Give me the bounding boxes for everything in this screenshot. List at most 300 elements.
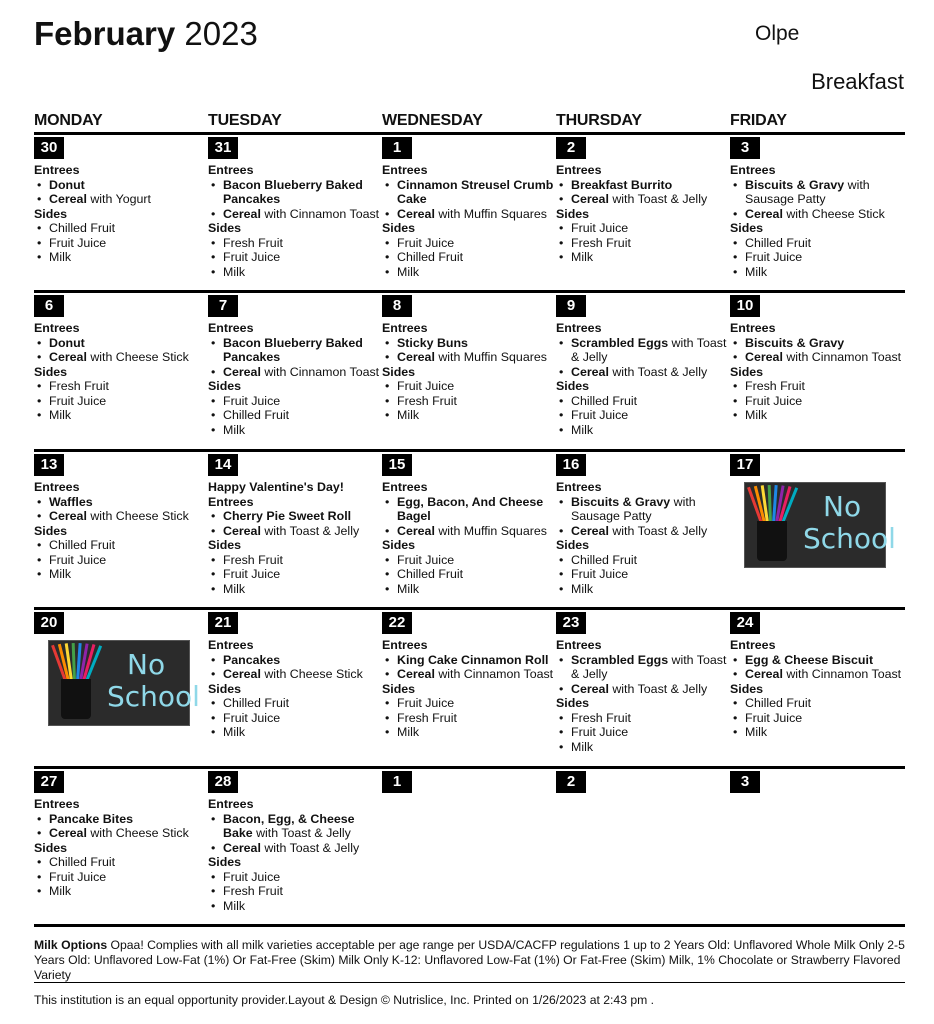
entree-item	[556, 365, 730, 380]
day-cell	[556, 135, 730, 265]
side-item: • Chilled Fruit	[556, 394, 730, 409]
entree-item	[34, 178, 208, 193]
entree-name: Cereal	[49, 350, 87, 364]
date-badge: 14	[208, 454, 238, 476]
school-name: Olpe	[755, 22, 800, 45]
day-cell	[34, 135, 208, 265]
side-item: • Fruit Juice	[730, 711, 904, 726]
date-badge: 24	[730, 612, 760, 634]
menu-content	[556, 163, 730, 265]
sides-heading: Sides	[208, 379, 242, 393]
entree-detail: with Toast & Jelly	[608, 364, 708, 379]
entree-detail: with Muffin Squares	[434, 206, 547, 221]
side-item: • Fresh Fruit	[208, 884, 382, 899]
entree-detail: with Cheese Stick	[86, 509, 189, 523]
day-cell	[382, 293, 556, 423]
entrees-heading: Entrees	[382, 480, 428, 494]
date-badge: 27	[34, 771, 64, 793]
entree-name: Cereal	[571, 681, 609, 696]
menu-content	[208, 321, 382, 437]
entree-name: Donut	[49, 177, 85, 192]
entree-item	[730, 178, 904, 207]
entrees-heading: Entrees	[34, 797, 80, 811]
entree-name: Biscuits & Gravy	[745, 335, 845, 350]
side-item: • Milk	[382, 725, 556, 740]
date-badge: 23	[556, 612, 586, 634]
sides-heading: Sides	[208, 855, 242, 869]
entree-name: Cereal	[571, 523, 609, 538]
side-item: • Chilled Fruit	[34, 855, 208, 870]
side-item: • Fruit Juice	[556, 567, 730, 582]
no-school-image	[48, 640, 200, 726]
weekday-wednesday: WEDNESDAY	[382, 112, 483, 129]
entrees-heading: Entrees	[208, 638, 254, 652]
side-item: • Chilled Fruit	[382, 567, 556, 582]
entree-name: Cereal	[397, 350, 435, 364]
bottom-divider	[34, 924, 905, 927]
sides-heading: Sides	[556, 206, 590, 221]
side-item: • Fruit Juice	[382, 553, 556, 568]
entree-name: Bacon Blueberry Baked Pancakes	[223, 335, 363, 364]
side-item: • Fruit Juice	[208, 870, 382, 885]
entree-detail: with Cheese Stick	[782, 206, 885, 221]
side-item: • Milk	[382, 582, 556, 597]
entree-name: Pancakes	[223, 652, 281, 667]
entree-item	[730, 667, 904, 682]
day-cell	[730, 610, 904, 740]
menu-content	[34, 321, 208, 423]
weekday-friday: FRIDAY	[730, 112, 787, 129]
no-school-word: School	[107, 680, 200, 713]
side-item: • Fruit Juice	[382, 236, 556, 251]
entree-name: Cereal	[397, 523, 435, 538]
date-badge: 2	[556, 771, 586, 793]
side-item: • Milk	[556, 582, 730, 597]
entree-name: King Cake Cinnamon Roll	[397, 652, 549, 667]
date-badge: 9	[556, 295, 586, 317]
entree-detail: with Toast & Jelly	[571, 652, 727, 681]
entree-item	[382, 350, 556, 365]
entree-detail: with Muffin Squares	[434, 523, 547, 538]
menu-content	[730, 163, 904, 279]
entree-item	[208, 667, 382, 682]
menu-content	[556, 638, 730, 754]
entree-item	[382, 495, 556, 524]
menu-content	[730, 638, 904, 740]
date-badge: 7	[208, 295, 238, 317]
entree-item	[34, 495, 208, 510]
side-item: • Fruit Juice	[556, 221, 730, 236]
entree-item	[382, 336, 556, 351]
side-item: • Milk	[556, 423, 730, 438]
sides-heading: Sides	[556, 696, 590, 710]
entree-detail: with Cinnamon Toast	[260, 364, 380, 379]
sides-heading: Sides	[556, 538, 590, 552]
entrees-heading: Entrees	[34, 163, 80, 177]
menu-content	[208, 480, 382, 596]
side-item: • Milk	[382, 265, 556, 280]
date-badge: 15	[382, 454, 412, 476]
entree-item	[208, 812, 382, 841]
date-badge: 2	[556, 137, 586, 159]
entree-item	[730, 336, 904, 351]
date-badge: 13	[34, 454, 64, 476]
side-item: • Milk	[208, 899, 382, 914]
side-item: • Fresh Fruit	[556, 236, 730, 251]
day-cell	[208, 610, 382, 740]
side-item: • Fresh Fruit	[556, 711, 730, 726]
entrees-heading: Entrees	[382, 321, 428, 335]
side-item: • Fresh Fruit	[382, 711, 556, 726]
entree-item	[208, 653, 382, 668]
sides-heading: Sides	[34, 523, 68, 538]
date-badge: 16	[556, 454, 586, 476]
sides-heading: Sides	[382, 364, 416, 379]
no-school-word: School	[803, 522, 896, 555]
side-item: • Fruit Juice	[34, 870, 208, 885]
entree-item	[730, 350, 904, 365]
entree-name: Egg, Bacon, And Cheese Bagel	[397, 494, 544, 523]
entree-name: Cereal	[223, 667, 261, 681]
entree-detail: with Cheese Stick	[260, 667, 363, 681]
entrees-heading: Entrees	[208, 797, 254, 811]
day-cell	[208, 293, 382, 437]
side-item: • Chilled Fruit	[34, 221, 208, 236]
entrees-heading: Entrees	[730, 163, 776, 177]
side-item: • Milk	[730, 408, 904, 423]
entree-name: Cereal	[397, 206, 435, 221]
entree-item	[382, 653, 556, 668]
date-badge: 8	[382, 295, 412, 317]
day-cell	[382, 135, 556, 279]
day-cell	[556, 293, 730, 437]
no-school-word: No	[127, 648, 166, 681]
entree-item	[208, 524, 382, 539]
date-badge: 1	[382, 771, 412, 793]
entree-detail: with Toast & Jelly	[252, 826, 351, 840]
side-item: • Fruit Juice	[382, 696, 556, 711]
entrees-heading: Entrees	[208, 163, 254, 177]
entree-detail: with Yogurt	[86, 192, 151, 206]
entree-item	[208, 207, 382, 222]
date-badge: 30	[34, 137, 64, 159]
entree-name: Bacon, Egg, & Cheese Bake	[223, 811, 355, 840]
side-item: • Milk	[208, 265, 382, 280]
day-cell	[556, 769, 730, 793]
entree-name: Cereal	[223, 840, 261, 855]
entree-name: Waffles	[49, 494, 93, 509]
side-item: • Milk	[34, 884, 208, 899]
menu-content	[208, 638, 382, 740]
day-cell	[730, 135, 904, 279]
day-cell	[34, 610, 208, 713]
sides-heading: Sides	[208, 681, 242, 696]
entree-item	[208, 841, 382, 856]
side-item: • Chilled Fruit	[730, 696, 904, 711]
entree-item	[556, 653, 730, 682]
date-badge: 10	[730, 295, 760, 317]
entree-detail: with Cheese Stick	[86, 350, 189, 364]
entree-detail: with Cinnamon Toast	[260, 206, 380, 221]
entree-detail: with Cinnamon Toast	[434, 667, 554, 681]
entree-item	[556, 336, 730, 365]
date-badge: 6	[34, 295, 64, 317]
entree-name: Cereal	[49, 192, 87, 206]
entree-item	[34, 812, 208, 827]
entree-name: Pancake Bites	[49, 811, 134, 826]
side-item: • Fruit Juice	[730, 394, 904, 409]
pencil-cup-icon	[757, 521, 787, 561]
entrees-heading: Entrees	[556, 163, 602, 177]
entree-detail: with Cheese Stick	[86, 826, 189, 840]
entree-name: Biscuits & Gravy	[745, 177, 845, 192]
side-item: • Fruit Juice	[208, 394, 382, 409]
sides-heading: Sides	[382, 538, 416, 552]
menu-content	[382, 163, 556, 279]
entree-detail: with Cinnamon Toast	[782, 350, 902, 364]
calendar-week	[34, 607, 905, 754]
side-item: • Milk	[208, 725, 382, 740]
entree-item	[34, 350, 208, 365]
year: 2023	[184, 15, 258, 52]
no-school-text	[107, 649, 200, 713]
entree-item	[556, 192, 730, 207]
sides-heading: Sides	[556, 379, 590, 393]
entree-item	[556, 524, 730, 539]
entree-name: Cereal	[223, 523, 261, 538]
side-item: • Milk	[208, 423, 382, 438]
side-item: • Fruit Juice	[34, 394, 208, 409]
entrees-heading: Entrees	[208, 494, 254, 509]
entree-name: Cereal	[223, 206, 261, 221]
milk-options-text: Opaa! Complies with all milk varieties acceptable per age range per USDA/CACFP regulations 1 up to 2 Years Old: Unflavored Whole Milk Only 2-5 Years Old: Unflavored Low-Fat (1%) Or Fat-Free (Skim) Milk Only K-12: Unflavored Low-Fat (1%) Or Fat-Free (Skim) Milk, 1% Chocolate or Strawberry Flavored Variety	[34, 938, 905, 982]
entree-detail: with Toast & Jelly	[260, 523, 360, 538]
milk-options-label: Milk Options	[34, 938, 108, 952]
entree-item	[382, 207, 556, 222]
side-item: • Fruit Juice	[34, 553, 208, 568]
day-cell	[730, 769, 904, 793]
entree-name: Cereal	[571, 364, 609, 379]
side-item: • Chilled Fruit	[730, 236, 904, 251]
entree-detail: with Toast & Jelly	[571, 335, 727, 364]
no-school-word: No	[823, 490, 862, 523]
date-badge: 28	[208, 771, 238, 793]
entree-name: Cereal	[49, 826, 87, 840]
sides-heading: Sides	[382, 681, 416, 696]
side-item: • Milk	[556, 740, 730, 755]
entree-detail: with Toast & Jelly	[608, 192, 708, 206]
weekday-tuesday: TUESDAY	[208, 112, 282, 129]
entrees-heading: Entrees	[34, 321, 80, 335]
entree-name: Cereal	[745, 350, 783, 364]
sides-heading: Sides	[34, 840, 68, 855]
menu-content	[382, 321, 556, 423]
weekday-monday: MONDAY	[34, 112, 103, 129]
day-cell	[382, 769, 556, 793]
entree-detail: with Toast & Jelly	[608, 523, 708, 538]
entree-item	[382, 178, 556, 207]
entree-name: Cereal	[745, 206, 783, 221]
entrees-heading: Entrees	[730, 321, 776, 335]
side-item: • Chilled Fruit	[208, 696, 382, 711]
entree-name: Scrambled Eggs	[571, 652, 669, 667]
calendar-week	[34, 766, 905, 913]
menu-content	[556, 480, 730, 596]
date-badge: 3	[730, 771, 760, 793]
side-item: • Milk	[208, 582, 382, 597]
footer-text: This institution is an equal opportunity provider.Layout & Design © Nutrislice, Inc. Printed on 1/26/2023 at 2:43 pm .	[34, 993, 655, 1007]
side-item: • Chilled Fruit	[208, 408, 382, 423]
side-item: • Fresh Fruit	[34, 379, 208, 394]
side-item: • Fruit Juice	[208, 567, 382, 582]
date-badge: 22	[382, 612, 412, 634]
day-cell	[34, 293, 208, 423]
entree-item	[208, 178, 382, 207]
entree-name: Egg & Cheese Biscuit	[745, 652, 874, 667]
sides-heading: Sides	[730, 681, 764, 696]
pencil-cup-icon	[61, 679, 91, 719]
entree-item	[556, 495, 730, 524]
entree-item	[730, 653, 904, 668]
meal-type: Breakfast	[811, 69, 904, 94]
side-item: • Milk	[556, 250, 730, 265]
entree-item	[382, 524, 556, 539]
entree-item	[556, 178, 730, 193]
menu-content	[34, 480, 208, 582]
entrees-heading: Entrees	[34, 480, 80, 494]
side-item: • Fresh Fruit	[730, 379, 904, 394]
entree-name: Donut	[49, 335, 85, 350]
day-cell	[730, 293, 904, 423]
entree-name: Biscuits & Gravy	[571, 494, 671, 509]
entree-detail: with Sausage Patty	[745, 177, 870, 206]
day-cell	[208, 452, 382, 596]
entree-detail: with Toast & Jelly	[260, 840, 360, 855]
side-item: • Milk	[730, 265, 904, 280]
entree-name: Cherry Pie Sweet Roll	[223, 509, 352, 523]
side-item: • Fruit Juice	[730, 250, 904, 265]
side-item: • Chilled Fruit	[382, 250, 556, 265]
weekday-header-row	[34, 112, 905, 132]
entree-name: Cinnamon Streusel Crumb Cake	[397, 177, 554, 206]
day-cell	[208, 769, 382, 913]
entree-item	[730, 207, 904, 222]
menu-content	[382, 480, 556, 596]
side-item: • Milk	[34, 250, 208, 265]
day-cell	[556, 610, 730, 754]
entree-detail: with Cinnamon Toast	[782, 667, 902, 681]
side-item: • Fruit Juice	[556, 408, 730, 423]
entree-item	[34, 826, 208, 841]
calendar-week	[34, 132, 905, 279]
entree-name: Cereal	[745, 667, 783, 681]
weekday-thursday: THURSDAY	[556, 112, 642, 129]
side-item: • Milk	[34, 567, 208, 582]
footer-divider	[34, 982, 905, 983]
sides-heading: Sides	[34, 364, 68, 379]
entree-item	[34, 192, 208, 207]
entree-name: Sticky Buns	[397, 335, 468, 350]
day-cell	[556, 452, 730, 596]
entree-item	[34, 336, 208, 351]
entree-name: Cereal	[49, 509, 87, 523]
entree-item	[208, 336, 382, 365]
day-cell	[382, 610, 556, 740]
date-badge: 20	[34, 612, 64, 634]
side-item: • Milk	[34, 408, 208, 423]
sides-heading: Sides	[34, 206, 68, 221]
entree-name: Scrambled Eggs	[571, 335, 669, 350]
entree-item	[556, 682, 730, 697]
side-item: • Fruit Juice	[556, 725, 730, 740]
day-note: Happy Valentine's Day!	[208, 480, 344, 494]
menu-content	[34, 797, 208, 899]
menu-content	[208, 163, 382, 279]
day-cell	[34, 769, 208, 899]
menu-content	[34, 163, 208, 265]
entree-name: Cereal	[223, 364, 261, 379]
entree-name: Cereal	[397, 667, 435, 681]
calendar-week	[34, 290, 905, 437]
entree-item	[382, 667, 556, 682]
entrees-heading: Entrees	[556, 321, 602, 335]
side-item: • Fruit Juice	[34, 236, 208, 251]
menu-content	[556, 321, 730, 437]
entree-name: Breakfast Burrito	[571, 177, 673, 192]
entree-name: Bacon Blueberry Baked Pancakes	[223, 177, 363, 206]
menu-content	[382, 638, 556, 740]
sides-heading: Sides	[382, 221, 416, 235]
entree-item	[208, 365, 382, 380]
sides-heading: Sides	[730, 221, 764, 235]
menu-content	[208, 797, 382, 913]
side-item: • Milk	[382, 408, 556, 423]
calendar-week	[34, 449, 905, 596]
side-item: • Milk	[730, 725, 904, 740]
sides-heading: Sides	[730, 364, 764, 379]
side-item: • Chilled Fruit	[34, 538, 208, 553]
date-badge: 31	[208, 137, 238, 159]
menu-content	[730, 321, 904, 423]
sides-heading: Sides	[208, 538, 242, 552]
entrees-heading: Entrees	[208, 321, 254, 335]
side-item: • Fresh Fruit	[382, 394, 556, 409]
date-badge: 3	[730, 137, 760, 159]
month-name: February	[34, 15, 176, 52]
date-badge: 1	[382, 137, 412, 159]
entree-detail: with Toast & Jelly	[608, 681, 708, 696]
day-cell	[730, 452, 904, 555]
side-item: • Fresh Fruit	[208, 236, 382, 251]
entrees-heading: Entrees	[730, 638, 776, 652]
calendar-title	[34, 14, 258, 54]
day-cell	[382, 452, 556, 596]
no-school-text	[803, 491, 896, 555]
day-cell	[208, 135, 382, 279]
side-item: • Fruit Juice	[208, 711, 382, 726]
entrees-heading: Entrees	[382, 163, 428, 177]
side-item: • Chilled Fruit	[556, 553, 730, 568]
no-school-image	[744, 482, 896, 568]
entrees-heading: Entrees	[556, 638, 602, 652]
entrees-heading: Entrees	[556, 480, 602, 494]
entree-item	[34, 509, 208, 524]
day-cell	[34, 452, 208, 582]
side-item: • Fruit Juice	[208, 250, 382, 265]
entree-detail: with Muffin Squares	[434, 350, 547, 364]
sides-heading: Sides	[208, 221, 242, 235]
date-badge: 17	[730, 454, 760, 476]
